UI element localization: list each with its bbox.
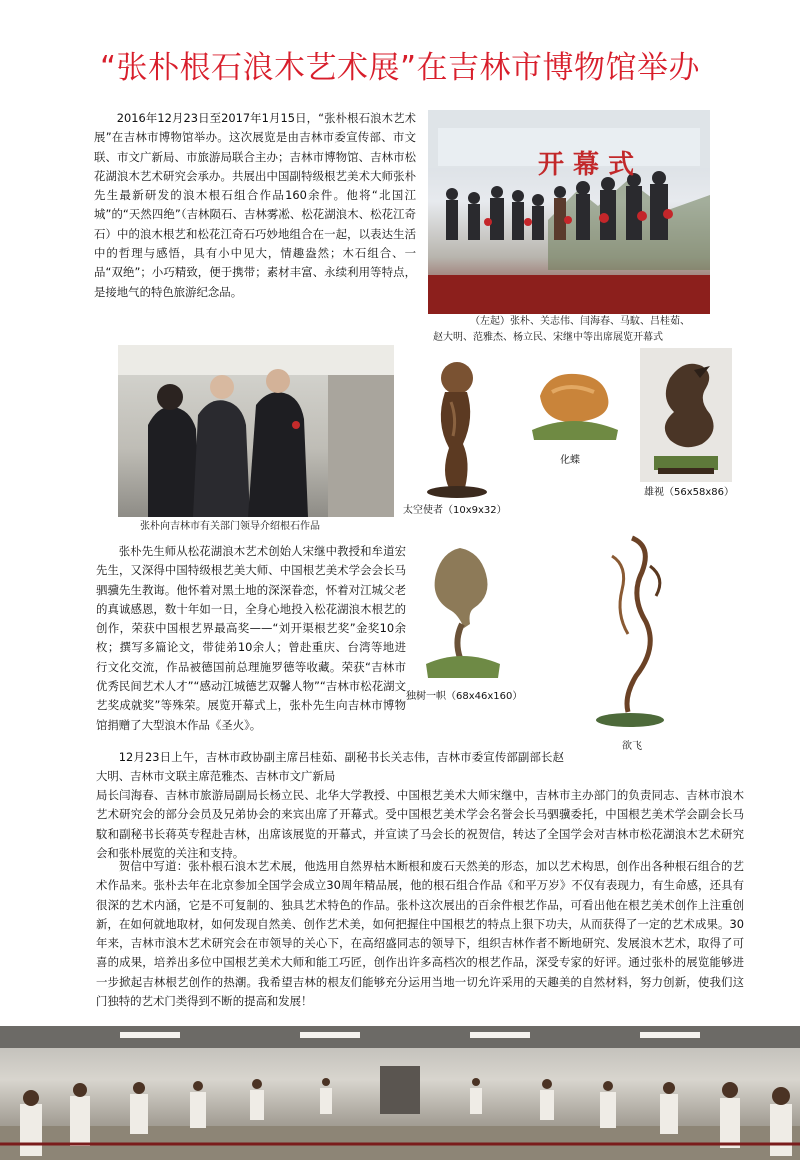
ceremony-banner: 开 幕 式 (538, 150, 635, 180)
work-lone-tree-photo (410, 528, 514, 686)
work-eagle-photo (640, 348, 732, 482)
work-butterfly-caption: 化蝶 (560, 455, 580, 466)
work-flying-photo (572, 526, 686, 734)
letter-paragraph: 贺信中写道：张朴根石浪木艺术展，他选用自然界枯木断根和废石天然美的形态，加以艺术构思，创作出各种根石组合的艺术作品来。张朴去年在北京参加全国学会成立30周年精品展，他的根石组合作品《和平万岁》不仅有表现力，有生命感，还具有很深的艺术内涵，它是不可复制的、独具艺术特色的作品。张朴这次展出的百余件根艺作品，可看出他在根艺美术创作上注重创新，在如何就地取材，如何发现自然美、创作艺术美，如何把握住中国根艺的特点上狠下功夫，从而获得了一定的艺术成果。30年来，吉林市浪木艺术研究会在市领导的关心下，在高绍盛同志的领导下，组织吉林作者不断地研究、发展浪木艺术，取得了可喜的成果，培养出多位中国根艺美术大师和能工巧匠，创作出许多高档次的根艺作品，深受专家的好评。通过张朴的展览能够进一步掀起吉林根艺创作的热潮。我希望吉林的根友们能够充分运用当地一切允许采用的天趣美的自然材料，努力创新，使我们这门独特的艺术门类得到不断的提高和发展！ (96, 859, 744, 1009)
exhibition-hall-panorama (0, 1026, 800, 1160)
ceremony-caption-line1: （左起）张朴、关志伟、闫海春、马馼、吕桂茹、 (470, 316, 690, 327)
work-astronaut-caption: 太空使者（10x9x32） (403, 505, 507, 516)
work-flying-caption: 欲飞 (622, 741, 642, 752)
work-butterfly-photo (518, 352, 630, 450)
biography-paragraph: 张朴先生师从松花湖浪木艺术创始人宋继中教授和牟道宏先生，又深得中国特级根艺美大师、中国根艺美术学会会长马驷骥先生教诲。他怀着对黑土地的深深眷恋，怀着对江城父老的真诚感恩，数十年如一日，全身心地投入松花湖浪木根艺的创作，荣获中国根艺界最高奖——“刘开渠根艺奖”金奖10余枚；撰写多篇论文，带徒弟10余人；曾赴重庆、台湾等地进行文化交流，作品被德国前总理施罗德等收藏。荣获“吉林市优秀民间艺术人才”“感动江城德艺双馨人物”“吉林市松花湖文艺奖成就奖”等殊荣。展览开幕式上，张朴先生向吉林市博物馆捐赠了大型浪木作品《圣火》。 (96, 544, 406, 732)
opening-ceremony-photo (428, 110, 710, 314)
ceremony-paragraph-part1: 12月23日上午，吉林市政协副主席吕桂茹、副秘书长关志伟，吉林市委宣传部副部长赵大明、吉林市文联主席范雅杰、吉林市文广新局 (96, 750, 564, 784)
page-title: “张朴根石浪木艺术展”在吉林市博物馆举办 (99, 50, 701, 86)
ceremony-paragraph-part2: 局长闫海春、吉林市旅游局副局长杨立民、北华大学教授、中国根艺美术大师宋继中，吉林市主办部门的负责同志、吉林市浪木艺术研究会的部分会员及兄弟协会的来宾出席了开幕式。受中国根艺美术学会名誉会长马驷骥委托，中国根艺美术学会副会长马馼和副秘书长蒋英专程赴吉林，出席该展览的开幕式，并宣读了马会长的祝贺信，转达了全国学会对吉林市松花湖浪木艺术研究会和张朴展览的关注和支持。 (96, 788, 744, 860)
work-lone-tree-caption: 独树一帜（68x46x160） (406, 691, 523, 702)
work-eagle-caption: 雄视（56x58x86） (644, 487, 735, 498)
ceremony-caption-line2: 赵大明、范雅杰、杨立民、宋继中等出席展览开幕式 (433, 332, 663, 343)
work-astronaut-photo (405, 352, 509, 500)
intro-paragraph: 2016年12月23日至2017年1月15日，“张朴根石浪木艺术展”在吉林市博物馆举办。这次展览是由吉林市委宣传部、市文联、市文广新局、市旅游局联合主办；吉林市博物馆、吉林市松花湖浪木艺术研究会承办。共展出中国副特级根艺美术大师张朴先生最新研发的浪木根石组合作品160余件。他将“北国江城”的“天然四绝”（吉林陨石、吉林雾凇、松花湖浪木、松花江奇石）中的浪木根艺和松花江奇石巧妙地组合在一起，以表达生活中的哲理与感悟，具有小中见大，情趣盎然；木石组合、一品“双绝”；小巧精致，便于携带；素材丰富、永续利用等特点，是接地气的特色旅游纪念品。 (94, 111, 416, 299)
guide-photo (118, 345, 394, 517)
guide-caption: 张朴向吉林市有关部门领导介绍根石作品 (140, 521, 320, 532)
